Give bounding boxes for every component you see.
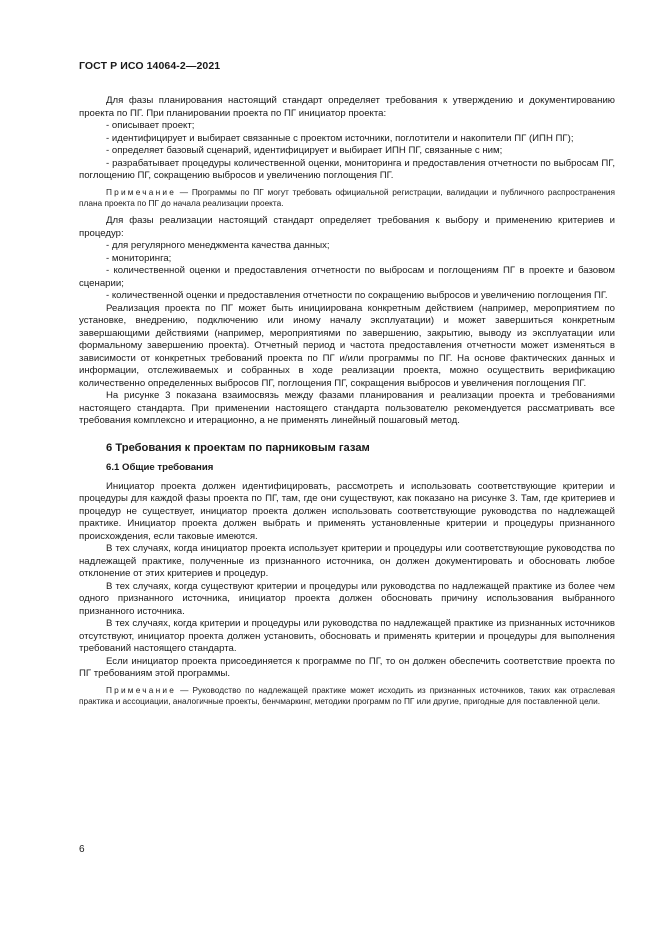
page-number: 6 <box>79 844 85 855</box>
subsection-heading: 6.1 Общие требования <box>106 461 214 473</box>
implementation-paragraph: Реализация проекта по ПГ может быть инициирована конкретным действием (например, мероприятием по установке, внедрению, подключению или иному началу эксплуатации) и может завершиться конкретным завершающими действиями (например, мероприятиями по завершению, закрытию, выводу из эксплуатации или формальному завершению проекта). Отчетный период и частота предоставления отчетности может изменяться в зависимости от конкретных требований проекта по ПГ и/или программы по ПГ. На основе фактических данных и информации, отслеживаемых и собранных в ходе реализации проекта, можно осуществить верификацию количественно определенных выбросов ПГ, поглощения ПГ, сокращения выбросов и увеличения поглощения ПГ. <box>79 302 615 389</box>
section-paragraph: В тех случаях, когда критерии и процедуры или руководства по надлежащей практике из признанных источников отсутствуют, инициатор проекта должен установить, обосновать и применять критерии и процедуры для выполнения требований настоящего стандарта. <box>79 618 615 655</box>
planning-note <box>79 187 615 210</box>
note-label: Примечание <box>106 186 177 197</box>
section-paragraph: Инициатор проекта должен идентифицировать, рассмотреть и использовать соответствующие критерии и процедуры для каждой фазы проекта по ПГ, там, где они существуют, как показано на рисунке 3. Там, где критериев и процедур не существует, инициатор проекта должен использовать соответствующие руководства по надлежащей практике. Инициатор проекта должен выбрать и применять установленные критерии и процедуры признанного происхождения, если таковые имеются. <box>79 480 615 542</box>
implementation-item: - количественной оценки и предоставления отчетности по выбросам и поглощениям ПГ в проекте и базовом сценарии; <box>79 265 615 289</box>
section-paragraph: В тех случаях, когда инициатор проекта использует критерии и процедуры или соответствующие руководства по надлежащей практике, полученные из признанного источника, он должен документировать и обосновать любое отклонение от этих критериев и процедур. <box>79 543 615 580</box>
section-note <box>79 685 615 708</box>
note-text: — Руководство по надлежащей практике может исходить из признанных источников, таких как отраслевая практика и ассоциации, аналогичные проекты, бенчмаркинг, методики программ по ПГ или другие, пригодные для поставленной цели. <box>79 684 615 707</box>
note-label: Примечание <box>106 684 177 695</box>
implementation-item: - мониторинга; <box>106 252 172 264</box>
planning-intro: Для фазы планирования настоящий стандарт определяет требования к утверждению и документированию проекта по ПГ. При планировании проекта по ПГ инициатор проекта: <box>79 95 615 119</box>
planning-item: - определяет базовый сценарий, идентифицирует и выбирает ИПН ПГ, связанные с ним; <box>106 145 503 156</box>
implementation-intro: Для фазы реализации настоящий стандарт определяет требования к выбору и применению критериев и процедур: <box>79 215 615 239</box>
implementation-item: - количественной оценки и предоставления отчетности по сокращению выбросов и увеличению поглощения ПГ. <box>106 290 608 302</box>
section-paragraph: Если инициатор проекта присоединяется к программе по ПГ, то он должен обеспечить соответствие проекта по ПГ требованиям этой программы. <box>79 655 615 680</box>
implementation-item: - для регулярного менеджмента качества данных; <box>106 240 330 252</box>
implementation-paragraph: На рисунке 3 показана взаимосвязь между фазами планирования и реализации проекта и требованиями настоящего стандарта. При применении настоящего стандарта пользователю рекомендуется рассматривать все требования комплексно и итерационно, а не применять линейный пошаговый метод. <box>79 390 615 427</box>
document-body <box>79 95 615 714</box>
note-text: — Программы по ПГ могут требовать официальной регистрации, валидации и публичного распространения плана проекта по ПГ до начала реализации проекта. <box>79 186 615 208</box>
planning-item: - идентифицирует и выбирает связанные с проектом источники, поглотители и накопители ПГ (ИПН ПГ); <box>106 132 574 144</box>
section-heading: 6 Требования к проектам по парниковым газам <box>106 441 370 454</box>
document-header: ГОСТ Р ИСО 14064-2—2021 <box>79 60 221 72</box>
planning-item: - описывает проект; <box>106 120 195 131</box>
planning-item: - разрабатывает процедуры количественной оценки, мониторинга и предоставления отчетности по выбросам ПГ, поглощению ПГ, сокращению выбросов и увеличению поглощения ПГ. <box>79 157 615 181</box>
section-paragraph: В тех случаях, когда существуют критерии и процедуры или руководства по надлежащей практике из более чем одного признанного источника, инициатор проекта должен обосновать причину использования выбранного признанного источника. <box>79 580 615 617</box>
